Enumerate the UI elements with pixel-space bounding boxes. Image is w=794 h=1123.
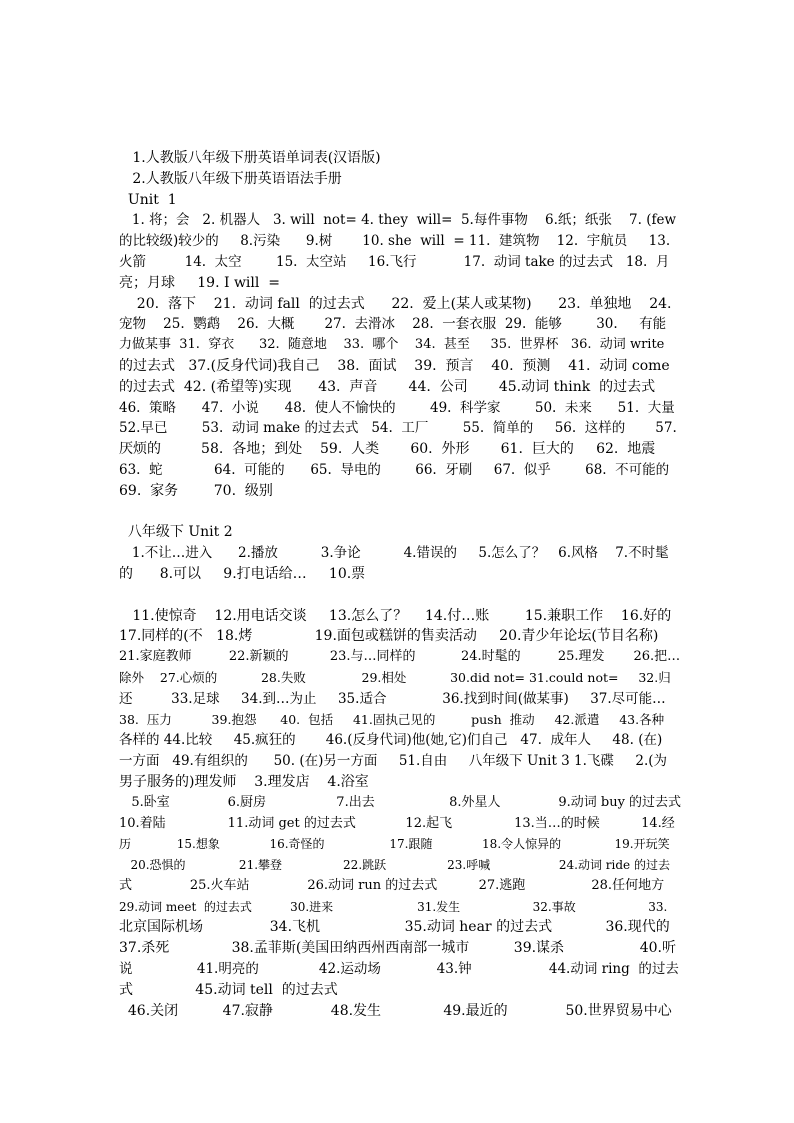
unit-heading: Unit 1	[119, 191, 177, 208]
text-line: 46. 策略 47. 小说 48. 使人不愉快的 49. 科学家 50. 未来 51. 大量	[119, 399, 675, 416]
text-line: 的 8.可以 9.打电话给… 10.票	[119, 565, 366, 582]
text-line: 宠物 25. 鹦鹉 26. 大概 27. 去滑冰 28. 一套衣服 29. 能够 30. 有能	[119, 316, 667, 333]
text-line: 46.关闭 47.寂静 48.发生 49.最近的 50.世界贸易中心	[119, 1002, 672, 1019]
text-line: 52.早已 53. 动词 make 的过去式 54. 工厂 55. 简单的 56. 这样的 57.	[119, 420, 677, 437]
text-line: 亮；月球 19. I will =	[119, 274, 280, 291]
blank-line	[119, 585, 681, 606]
text-line: 的比较级)较少的 8.污染 9.树 10. she will = 11. 建筑物 12. 宇航员 13.	[119, 233, 671, 250]
text-line: 的过去式 37.(反身代词)我自己 38. 面试 39. 预言 40. 预测 41. 动词 come	[119, 357, 670, 374]
text-line: 北京国际机场 34.飞机 35.动词 hear 的过去式 36.现代的	[119, 919, 670, 936]
text-line: 力做某事 31. 穿衣 32. 随意地 33. 哪个 34. 甚至 35. 世界杯 36. 动词 write	[119, 337, 665, 353]
text-line: 各样的 44.比较 45.疯狂的 46.(反身代词)他(她,它)们自己 47. 成年人 48. (在)	[119, 732, 663, 749]
text-line: 5.卧室 6.厨房 7.出去 8.外星人 9.动词 buy 的过去式	[119, 794, 682, 810]
text-line: 式 25.火车站 26.动词 run 的过去式 27.逃跑 28.任何地方	[119, 877, 665, 893]
text-line: 除外 27.心烦的 28.失败 29.相处 30.did not= 31.could not= 32.归	[119, 669, 671, 685]
text-line: 说 41.明亮的 42.运动场 43.钟 44.动词 ring 的过去	[119, 961, 679, 978]
text-line: 一方面 49.有组织的 50. (在)另一方面 51.自由 八年级下 Unit 3 1.飞碟 2.(为	[119, 753, 668, 770]
text-line: 69. 家务 70. 级别	[119, 482, 273, 499]
text-line: 火箭 14. 太空 15. 太空站 16.飞行 17. 动词 take 的过去式 18. 月	[119, 253, 670, 270]
text-line: 20.恐惧的 21.攀登 22.跳跃 23.呼喊 24.动词 ride 的过去	[119, 858, 670, 873]
text-line: 20. 落下 21. 动词 fall 的过去式 22. 爱上(某人或某物) 23. 单独地 24.	[119, 295, 672, 312]
text-line: 29.动词 meet 的过去式 30.进来 31.发生 32.事故 33.	[119, 899, 668, 914]
text-line: 男子服务的)理发师 3.理发店 4.浴室	[119, 773, 369, 790]
text-line: 11.使惊奇 12.用电话交谈 13.怎么了？ 14.付…账 15.兼职工作 16.好的	[119, 607, 672, 624]
text-line: 1.不让…进入 2.播放 3.争论 4.错误的 5.怎么了？ 6.风格 7.不时髦	[119, 545, 669, 562]
text-line: 37.杀死 38.孟菲斯(美国田纳西州西南部一城市 39.谋杀 40.听	[119, 940, 676, 957]
text-line: 63. 蛇 64. 可能的 65. 导电的 66. 牙刷 67. 似乎 68. 不可能的	[119, 461, 670, 478]
text-line: 17.同样的(不 18.烤 19.面包或糕饼的售卖活动 20.青少年论坛(节目名称)	[119, 628, 659, 645]
document-body	[119, 148, 681, 1021]
title-line-1: 1.人教版八年级下册英语单词表(汉语版)	[119, 150, 381, 166]
text-line: 厌烦的 58. 各地；到处 59. 人类 60. 外形 61. 巨大的 62. 地震	[119, 441, 656, 458]
text-line: 的过去式 42. (希望等)实现 43. 声音 44. 公司 45.动词 think 的过去式	[119, 378, 656, 395]
title-line-2: 2.人教版八年级下册英语语法手册	[119, 170, 342, 187]
text-line: 38. 压力 39.抱怨 40. 包括 41.固执己见的 push 推动 42.派遣 43.各种	[119, 711, 665, 727]
text-line: 还 33.足球 34.到…为止 35.适合 36.找到时间(做某事) 37.尽可能…	[119, 690, 666, 707]
text-line: 1. 将；会 2. 机器人 3. will not= 4. they will= 5.每件事物 6.纸；纸张 7. (few	[119, 212, 677, 229]
text-line: 21.家庭教师 22.新颖的 23.与…同样的 24.时髦的 25.理发 26.把…	[119, 649, 681, 665]
unit-heading: 八年级下 Unit 2	[119, 524, 233, 541]
text-line: 历 15.想象 16.奇怪的 17.跟随 18.令人惊异的 19.开玩笑	[119, 837, 670, 852]
text-line: 式 45.动词 tell 的过去式	[119, 981, 338, 998]
text-line: 10.着陆 11.动词 get 的过去式 12.起飞 13.当…的时候 14.经	[119, 815, 675, 831]
blank-line	[119, 502, 681, 523]
